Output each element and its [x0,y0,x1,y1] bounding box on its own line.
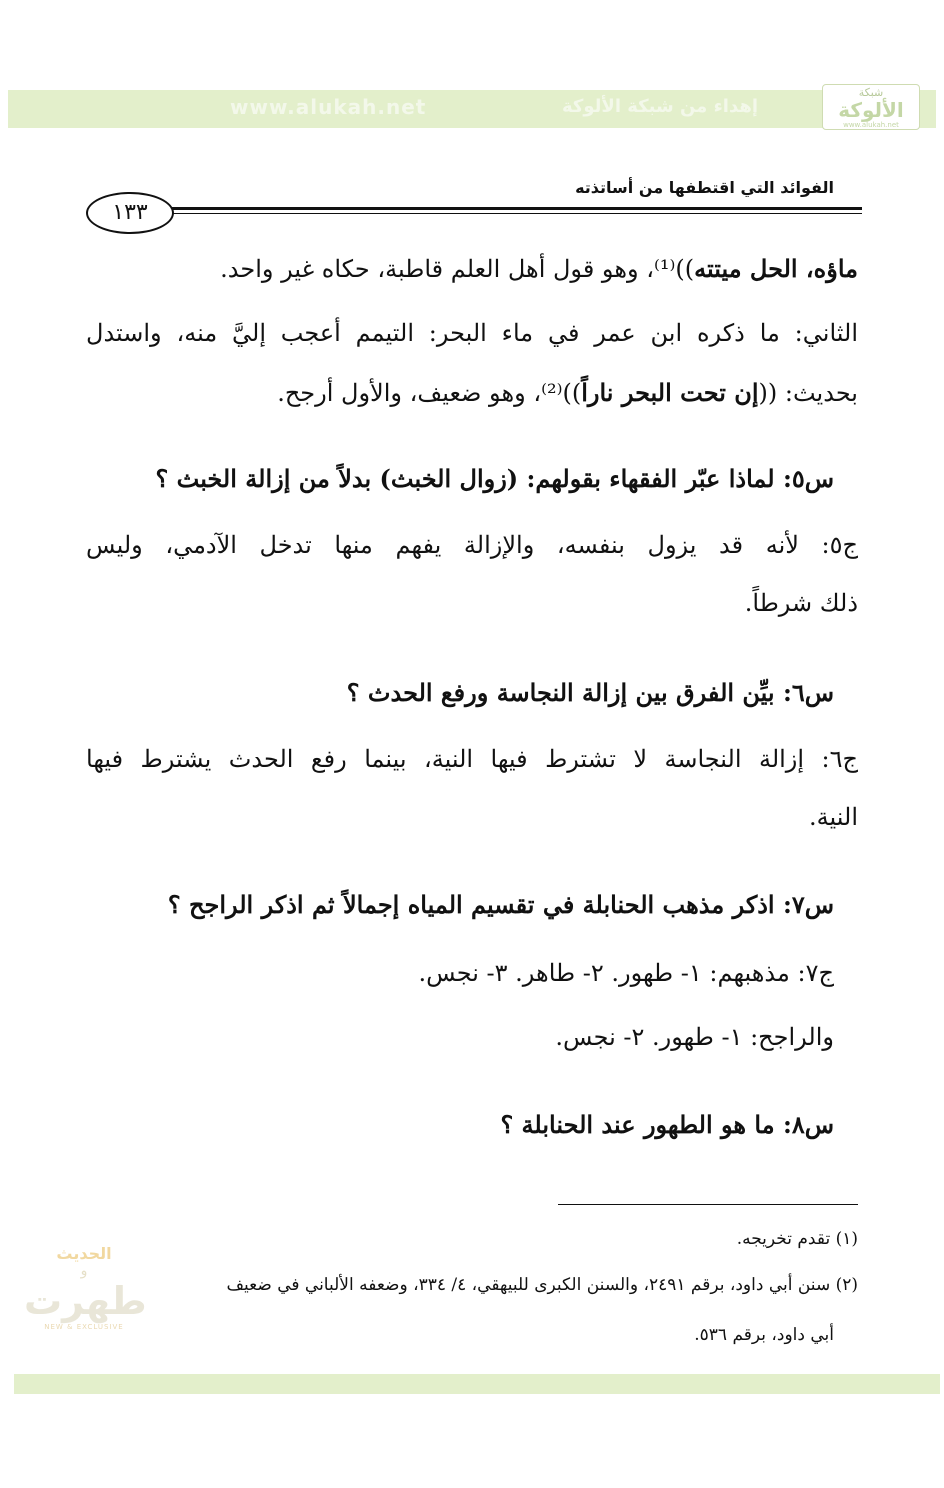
hadith-text-bold: ماؤه، الحل ميتته [694,254,858,283]
body-line-2: الثاني: ما ذكره ابن عمر في ماء البحر: التيمم أعجب إليَّ منه، واستدل [86,319,858,347]
logo-url-text: www.alukah.net [843,121,899,129]
header-rule-thin [168,213,862,214]
bottom-band [14,1374,940,1394]
question-7: س٧: اذكر مذهب الحنابلة في تقسيم المياه إجمالاً ثم اذكر الراجح ؟ [167,890,834,919]
body-line-1 [86,252,858,286]
footnote-1: (١) تقدم تخريجه. [736,1229,858,1249]
answer-6-line-2: النية. [809,803,858,831]
body-line-1-rest: ))⁽¹⁾، وهو قول أهل العلم قاطبة، حكاه غير واحد. [220,255,695,283]
alukah-logo [822,84,920,130]
logo-main-text: الألوكة [838,98,904,122]
watermark-logo [24,1244,147,1362]
footnote-2-line-1: (٢) سنن أبي داود، برقم ٢٤٩١، والسنن الكبرى للبيهقي، ٤/ ٣٣٤، وضعفه الألباني في ضعيف [226,1275,858,1295]
question-8: س٨: ما هو الطهور عند الحنابلة ؟ [500,1110,834,1139]
page-number: ١٣٣ [86,192,174,234]
answer-7-line-1: ج٧: مذهبهم: ١- طهور. ٢- طاهر. ٣- نجس. [418,959,834,987]
body-line-3-rest: ))⁽²⁾، وهو ضعيف، والأول أرجح. [277,379,582,407]
answer-6-line-1: ج٦: إزالة النجاسة لا تشترط فيها النية، بينما رفع الحدث يشترط فيها [86,745,858,773]
banner-url: www.alukah.net [230,95,427,119]
watermark-bottom: NEW & EXCLUSIVE [44,1323,124,1331]
answer-5-line-1: ج٥: لأنه قد يزول بنفسه، والإزالة يفهم منها تدخل الآدمي، وليس [86,531,858,559]
footnote-rule [558,1204,858,1205]
watermark-main: طهرت [24,1279,147,1323]
question-5: س٥: لماذا عبّر الفقهاء بقولهم: (زوال الخبث) بدلاً من إزالة الخبث ؟ [155,464,834,493]
hadith-text-bold-2: إن تحت البحر ناراً [581,378,759,407]
logo-top-text: شبكة [858,86,884,99]
body-line-3 [86,376,858,410]
body-line-3-pre: بحديث: (( [758,379,858,407]
watermark-top: الحديث [56,1244,112,1263]
header-rule-thick [168,207,862,210]
top-banner [8,86,936,129]
banner-title: إهداء من شبكة الألوكة [562,96,758,117]
answer-7-line-2: والراجح: ١- طهور. ٢- نجس. [555,1023,834,1051]
running-title: الفوائد التي اقتطفها من أساتذته [575,178,834,197]
question-6: س٦: بيِّن الفرق بين إزالة النجاسة ورفع الحدث ؟ [346,678,834,707]
watermark-mid: و [80,1263,88,1279]
footnote-2-line-2: أبي داود، برقم ٥٣٦. [694,1325,834,1345]
answer-5-line-2: ذلك شرطاً. [744,589,858,617]
